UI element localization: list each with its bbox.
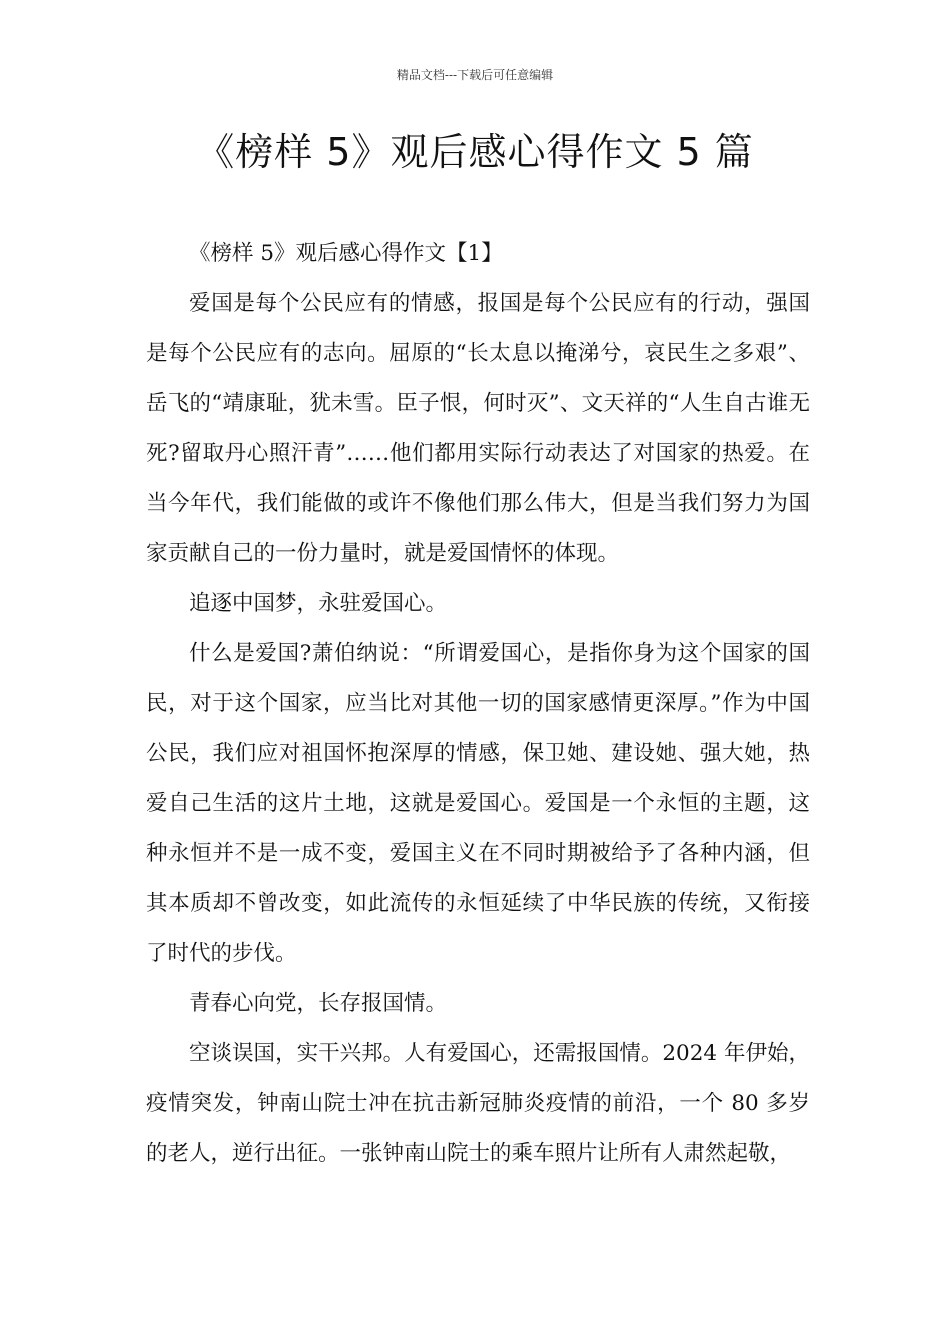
paragraph: 爱国是每个公民应有的情感，报国是每个公民应有的行动，强国是每个公民应有的志向。屈原的“长太息以掩涕兮，哀民生之多艰”、岳飞的“靖康耻，犹未雪。臣子恨，何时灭”、文天祥的“人生自古谁无死?留取丹心照汗青”……他们都用实际行动表达了对国家的热爱。在当今年代，我们能做的或许不像他们那么伟大，但是当我们努力为国家贡献自己的一份力量时，就是爱国情怀的体现。 (146, 291, 810, 566)
paragraph: 青春心向党，长存报国情。 (189, 991, 448, 1016)
paragraph: 什么是爱国?萧伯纳说：“所谓爱国心，是指你身为这个国家的国民，对于这个国家，应当比对其他一切的国家感情更深厚。”作为中国公民，我们应对祖国怀抱深厚的情感，保卫她、建设她、强大她，热爱自己生活的这片土地，这就是爱国心。爱国是一个永恒的主题，这种永恒并不是一成不变，爱国主义在不同时期被给予了各种内涵，但其本质却不曾改变，如此流传的永恒延续了中华民族的传统，又衔接了时代的步伐。 (146, 641, 810, 966)
header-note: 精品文档---下载后可任意编辑 (396, 68, 554, 82)
document-body (146, 229, 810, 1179)
document-title: 《榜样 5》观后感心得作文 5 篇 (196, 130, 754, 174)
paragraph: 追逐中国梦，永驻爱国心。 (189, 591, 448, 616)
section-heading: 《榜样 5》观后感心得作文【1】 (189, 241, 503, 266)
paragraph: 空谈误国，实干兴邦。人有爱国心，还需报国情。2024 年伊始，疫情突发，钟南山院士冲在抗击新冠肺炎疫情的前沿，一个 80 多岁的老人，逆行出征。一张钟南山院士的乘车照片让所有人肃然起敬， (146, 1041, 810, 1166)
